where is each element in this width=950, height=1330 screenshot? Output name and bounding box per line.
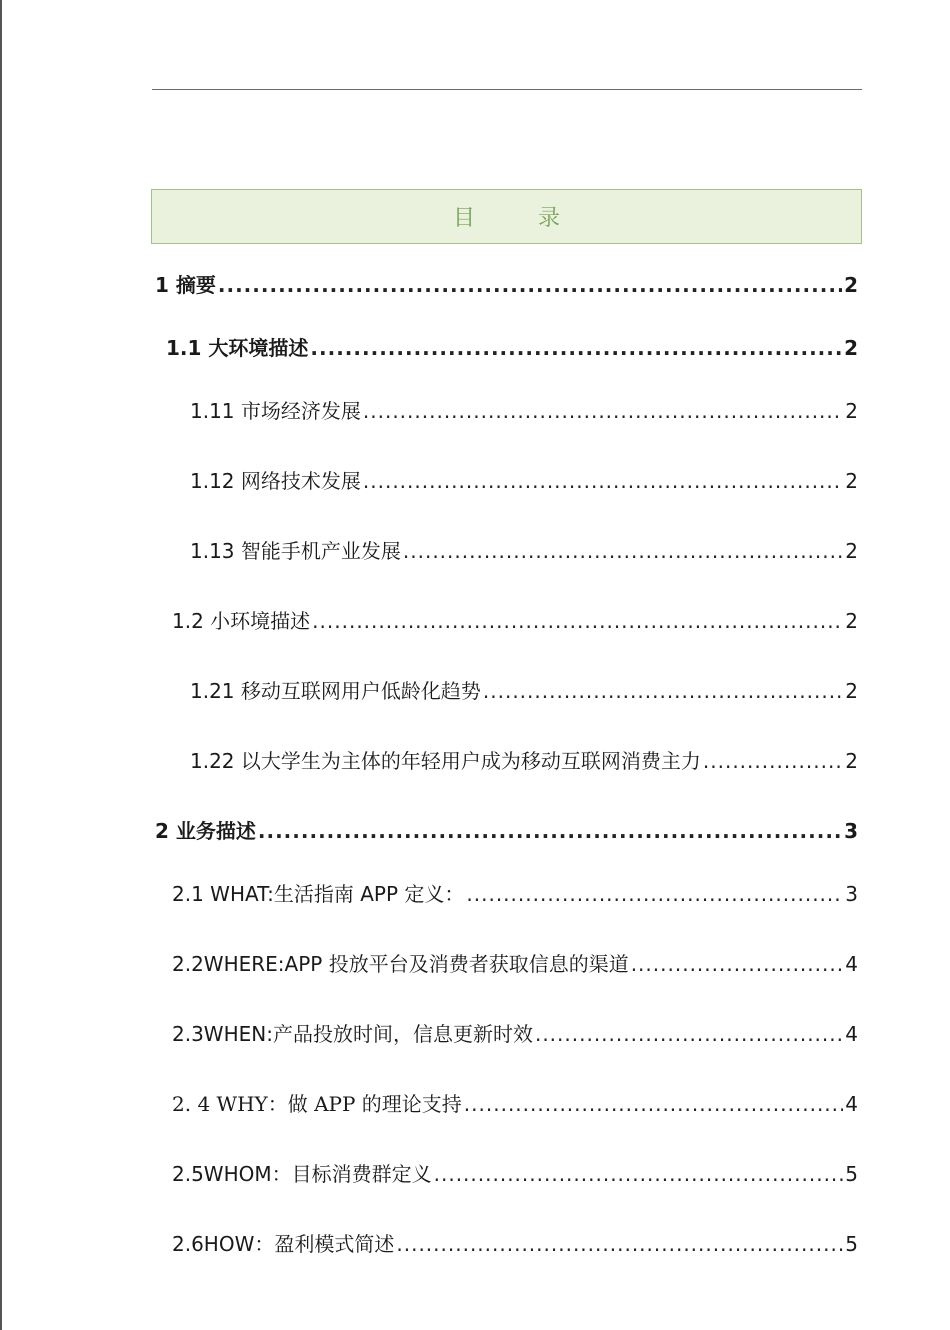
toc-entry-label: 1.12 网络技术发展: [190, 469, 361, 493]
toc-entry-page: 4: [845, 1092, 858, 1116]
toc-leader-dots: [631, 949, 844, 979]
toc-entry-page: 5: [845, 1162, 858, 1186]
toc-leader-dots: [312, 606, 843, 636]
toc-entry-label: 1.21 移动互联网用户低龄化趋势: [190, 679, 481, 703]
toc-entry-label: 2. 4 WHY：做 APP 的理论支持: [172, 1092, 462, 1116]
toc-entry-1-12[interactable]: [190, 466, 858, 496]
toc-leader-dots: [535, 1019, 843, 1049]
toc-entry-page: 2: [845, 749, 858, 773]
toc-entry-page: 4: [845, 952, 858, 976]
toc-entry-label: 2.6HOW：盈利模式简述: [172, 1232, 395, 1256]
toc-leader-dots: [258, 816, 842, 846]
toc-entry-page: 2: [844, 273, 858, 297]
toc-entry-2-6[interactable]: [172, 1229, 858, 1259]
toc-entry-page: 2: [845, 679, 858, 703]
toc-leader-dots: [403, 536, 843, 566]
toc-leader-dots: [466, 879, 843, 909]
toc-entry-label: 1.22 以大学生为主体的年轻用户成为移动互联网消费主力: [190, 749, 701, 773]
toc-entry-1-22[interactable]: [190, 746, 858, 776]
toc-entry-1[interactable]: [155, 270, 858, 300]
toc-entry-label: 1.13 智能手机产业发展: [190, 539, 401, 563]
toc-entry-page: 4: [845, 1022, 858, 1046]
toc-entry-2-4[interactable]: [172, 1089, 858, 1119]
toc-entry-1-2[interactable]: [172, 606, 858, 636]
toc-entry-label: 2 业务描述: [155, 819, 256, 843]
toc-entry-1-13[interactable]: [190, 536, 858, 566]
toc-entry-page: 2: [845, 399, 858, 423]
toc-leader-dots: [363, 466, 843, 496]
toc-title: 目 录: [453, 206, 588, 231]
toc-entry-label: 1.11 市场经济发展: [190, 399, 361, 423]
toc-entry-1-11[interactable]: [190, 396, 858, 426]
toc-entry-page: 3: [845, 882, 858, 906]
toc-leader-dots: [434, 1159, 844, 1189]
toc-entry-label: 1 摘要: [155, 273, 216, 297]
toc-entry-page: 2: [845, 469, 858, 493]
toc-leader-dots: [703, 746, 843, 776]
toc-entry-2-3[interactable]: [172, 1019, 858, 1049]
toc-entry-page: 5: [845, 1232, 858, 1256]
toc-entry-page: 2: [844, 336, 858, 360]
toc-entry-1-1[interactable]: [166, 333, 858, 363]
toc-leader-dots: [396, 1229, 843, 1259]
toc-entry-label: 1.1 大环境描述: [166, 336, 309, 360]
toc-entry-2-5[interactable]: [172, 1159, 858, 1189]
toc-leader-dots: [464, 1089, 843, 1119]
toc-leader-dots: [310, 333, 842, 363]
toc-entry-1-21[interactable]: [190, 676, 858, 706]
toc-entry-label: 1.2 小环境描述: [172, 609, 311, 633]
toc-entry-page: 2: [845, 539, 858, 563]
toc-leader-dots: [483, 676, 843, 706]
toc-entry-label: 2.1 WHAT:生活指南 APP 定义：: [172, 882, 465, 906]
toc-entry-2-2[interactable]: [172, 949, 858, 979]
toc-leader-dots: [363, 396, 843, 426]
toc-entry-label: 2.5WHOM：目标消费群定义: [172, 1162, 432, 1186]
toc-entry-label: 2.2WHERE:APP 投放平台及消费者获取信息的渠道: [172, 952, 629, 976]
toc-entry-2[interactable]: [155, 816, 858, 846]
toc-entry-label: 2.3WHEN:产品投放时间，信息更新时效: [172, 1022, 533, 1046]
toc-entry-page: 2: [845, 609, 858, 633]
toc-entry-2-1[interactable]: [172, 879, 858, 909]
toc-entry-page: 3: [844, 819, 858, 843]
toc-leader-dots: [218, 270, 842, 300]
